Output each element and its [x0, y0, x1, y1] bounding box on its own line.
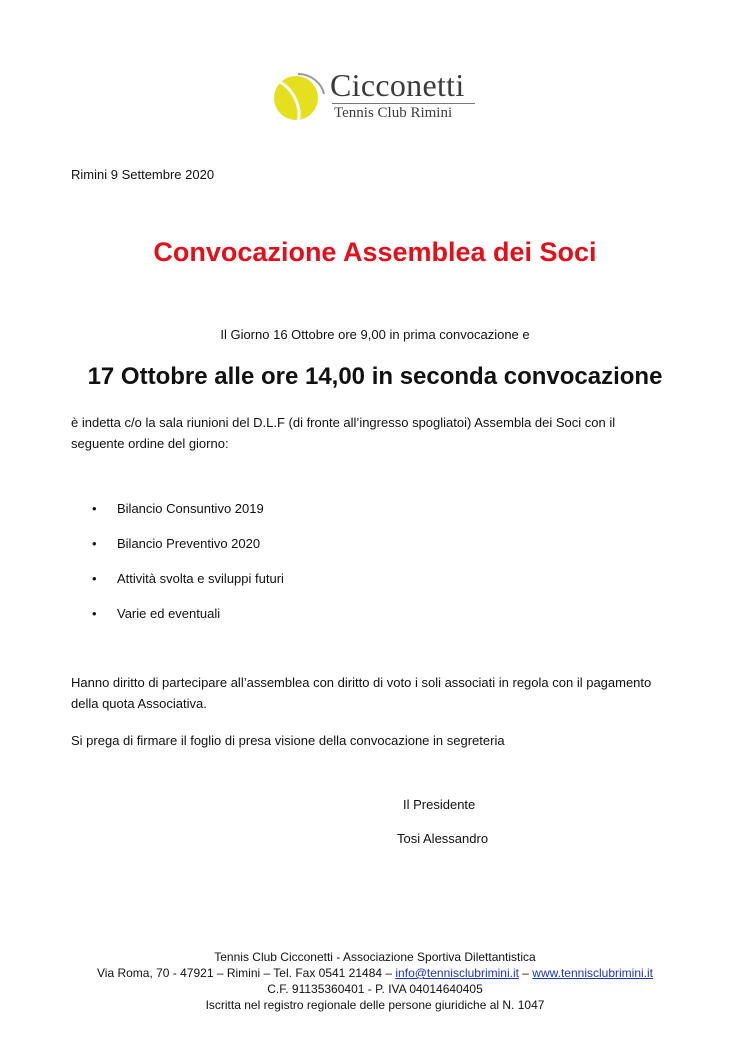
agenda-item — [92, 570, 284, 605]
club-logo — [272, 66, 482, 126]
footer-line-contacts — [0, 965, 750, 981]
footer-line-registry: Iscritta nel registro regionale delle persone giuridiche al N. 1047 — [205, 998, 545, 1012]
agenda-list — [92, 500, 284, 640]
logo-subtitle: Tennis Club Rimini — [334, 105, 453, 121]
second-call-heading: 17 Ottobre alle ore 14,00 in seconda convocazione — [87, 363, 663, 390]
tennis-ball-icon — [272, 68, 328, 124]
bullet-icon: • — [92, 571, 97, 586]
bullet-icon: • — [92, 501, 97, 516]
email-link[interactable]: info@tennisclubrimini.it — [395, 966, 519, 980]
agenda-item-label: Attività svolta e sviluppi futuri — [117, 571, 284, 586]
footer-address: Via Roma, 70 - 47921 – Rimini – Tel. Fax 0541 21484 – — [96, 966, 396, 980]
first-call-text: Il Giorno 16 Ottobre ore 9,00 in prima convocazione e — [220, 327, 530, 342]
website-link[interactable]: www.tennisclubrimini.it — [532, 966, 653, 980]
intro-paragraph: è indetta c/o la sala riunioni del D.L.F (di fronte all’ingresso spogliatoi) Assembla dei Soci con il seguente ordine del giorno: — [71, 415, 616, 451]
agenda-item-label: Bilancio Consuntivo 2019 — [117, 501, 264, 516]
signature-name: Tosi Alessandro — [397, 831, 489, 846]
agenda-item — [92, 605, 284, 640]
document-title: Convocazione Assemblea dei Soci — [153, 237, 597, 267]
agenda-item — [92, 535, 284, 570]
sign-request-paragraph: Si prega di firmare il foglio di presa visione della convocazione in segreteria — [71, 733, 505, 748]
bullet-icon: • — [92, 536, 97, 551]
letter-footer — [0, 949, 750, 1013]
signature-role: Il Presidente — [403, 797, 476, 812]
footer-separator: – — [518, 966, 533, 980]
letter-date: Rimini 9 Settembre 2020 — [71, 167, 215, 182]
logo-name: Cicconetti — [330, 67, 465, 103]
agenda-item-label: Bilancio Preventivo 2020 — [117, 536, 261, 551]
agenda-item-label: Varie ed eventuali — [117, 606, 221, 621]
footer-line-tax: C.F. 91135360401 - P. IVA 04014640405 — [267, 982, 483, 996]
agenda-item — [92, 500, 284, 535]
voting-rights-paragraph: Hanno diritto di partecipare all’assemblea con diritto di voto i soli associati in regola con il pagamento della quota Associativa. — [71, 675, 652, 711]
footer-line-club: Tennis Club Cicconetti - Associazione Sportiva Dilettantistica — [214, 950, 536, 964]
bullet-icon: • — [92, 606, 97, 621]
